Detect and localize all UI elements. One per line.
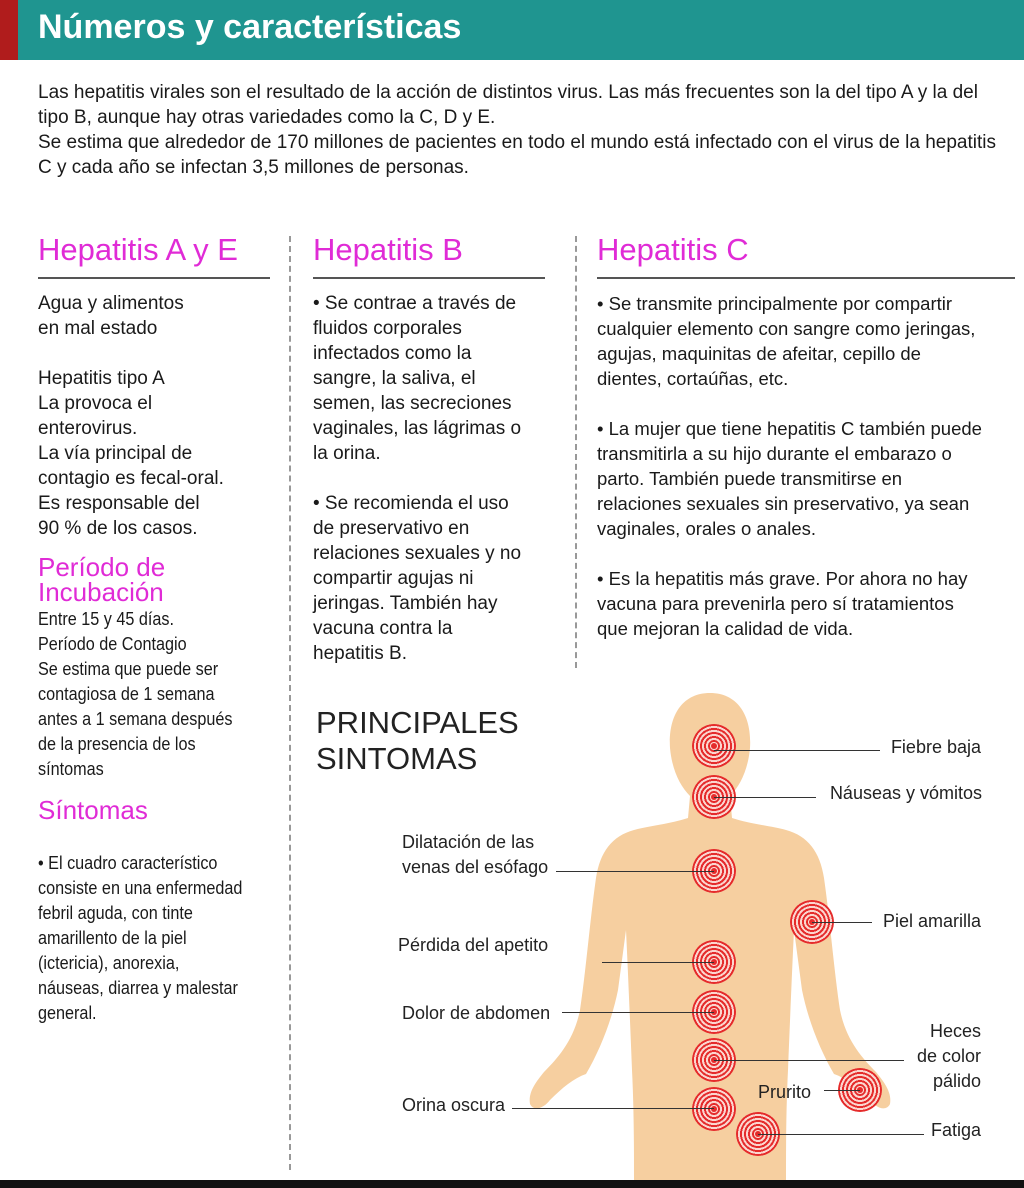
label-piel: Piel amarilla bbox=[882, 911, 981, 931]
column-divider-1 bbox=[289, 236, 291, 1170]
text-hepatitis-b: • Se contrae a través de fluidos corporales infectados como la sangre, la saliva, el semen, las secreciones vaginales, las lágrimas o la orina. • Se recomienda el uso de preservativo en relaciones sexuales y no compartir agujas ni jeringas. También hay vacuna contra la hepatitis B. bbox=[313, 293, 522, 664]
intro-paragraph-2: Se estima que alrededor de 170 millones de pacientes en todo el mundo está infectado con el virus de la hepatitis C y cada año se infectan 3,5 millones de personas. bbox=[38, 132, 996, 178]
target-orina bbox=[692, 1087, 736, 1131]
leader-abdomen bbox=[562, 1012, 714, 1013]
leader-fiebre bbox=[714, 750, 880, 751]
leader-heces bbox=[714, 1060, 904, 1061]
leader-apetito bbox=[602, 962, 714, 963]
heading-incubacion: Período de Incubación bbox=[38, 552, 166, 607]
heading-sintomas: Síntomas bbox=[38, 795, 148, 825]
symptoms-title: PRINCIPALES SINTOMAS bbox=[316, 705, 519, 776]
column-hepatitis-b bbox=[313, 233, 545, 666]
header-accent-bar bbox=[0, 0, 18, 60]
bottom-border bbox=[0, 1180, 1024, 1188]
label-fiebre: Fiebre baja bbox=[890, 737, 981, 757]
intro-text bbox=[38, 80, 1013, 180]
heading-hepatitis-b: Hepatitis B bbox=[313, 233, 545, 279]
label-prurito: Prurito bbox=[758, 1082, 812, 1102]
page-title: Números y características bbox=[38, 8, 462, 46]
leader-esofago bbox=[556, 871, 714, 872]
text-incubacion: Entre 15 y 45 días. Período de Contagio Se estima que puede ser contagiosa de 1 semana antes a 1 semana después de la presencia de los síntomas bbox=[38, 609, 233, 779]
text-hepatitis-ae: Agua y alimentos en mal estado Hepatitis tipo A La provoca el enterovirus. La vía principal de contagio es fecal-oral. Es responsable del 90 % de los casos. bbox=[38, 293, 224, 539]
label-apetito: Pérdida del apetito bbox=[398, 935, 549, 955]
label-esofago: Dilatación de las venas del esófago bbox=[402, 832, 549, 877]
label-heces: Heces de color pálido bbox=[916, 1021, 981, 1091]
target-fiebre bbox=[692, 724, 736, 768]
text-sintomas: • El cuadro característico consiste en una enfermedad febril aguda, con tinte amarillento de la piel (ictericia), anorexia, náuseas, diarrea y malestar general. bbox=[38, 853, 243, 1023]
leader-orina bbox=[512, 1108, 714, 1109]
heading-hepatitis-ae: Hepatitis A y E bbox=[38, 233, 270, 279]
heading-hepatitis-c: Hepatitis C bbox=[597, 233, 1015, 279]
column-hepatitis-c bbox=[597, 233, 1015, 641]
label-fatiga: Fatiga bbox=[930, 1120, 981, 1140]
column-hepatitis-ae bbox=[38, 233, 270, 1026]
intro-paragraph-1: Las hepatitis virales son el resultado de la acción de distintos virus. Las más frecuentes son la del tipo A y la del tipo B, aunque hay otras variedades como la C, D y E. bbox=[38, 82, 978, 128]
label-orina: Orina oscura bbox=[402, 1095, 506, 1115]
leader-fatiga bbox=[758, 1134, 924, 1135]
leader-prurito bbox=[824, 1090, 860, 1091]
leader-nauseas bbox=[714, 797, 816, 798]
label-nauseas: Náuseas y vómitos bbox=[829, 783, 982, 803]
label-abdomen: Dolor de abdomen bbox=[402, 1003, 551, 1023]
text-hepatitis-c: • Se transmite principalmente por compartir cualquier elemento con sangre como jeringas, agujas, maquinitas de afeitar, cepillo de dientes, cortaúñas, etc. • La mujer que tiene hepatitis C también puede transmitirla a su hijo durante el embarazo o parto. También puede transmitirse en relaciones sexuales sin preservativo, ya sean vaginales, orales o anales. • Es la hepatitis más grave. Por ahora no hay vacuna para prevenirla pero sí tratamientos que mejoran la calidad de vida. bbox=[597, 293, 982, 639]
column-divider-2 bbox=[575, 236, 577, 668]
leader-piel bbox=[812, 922, 872, 923]
